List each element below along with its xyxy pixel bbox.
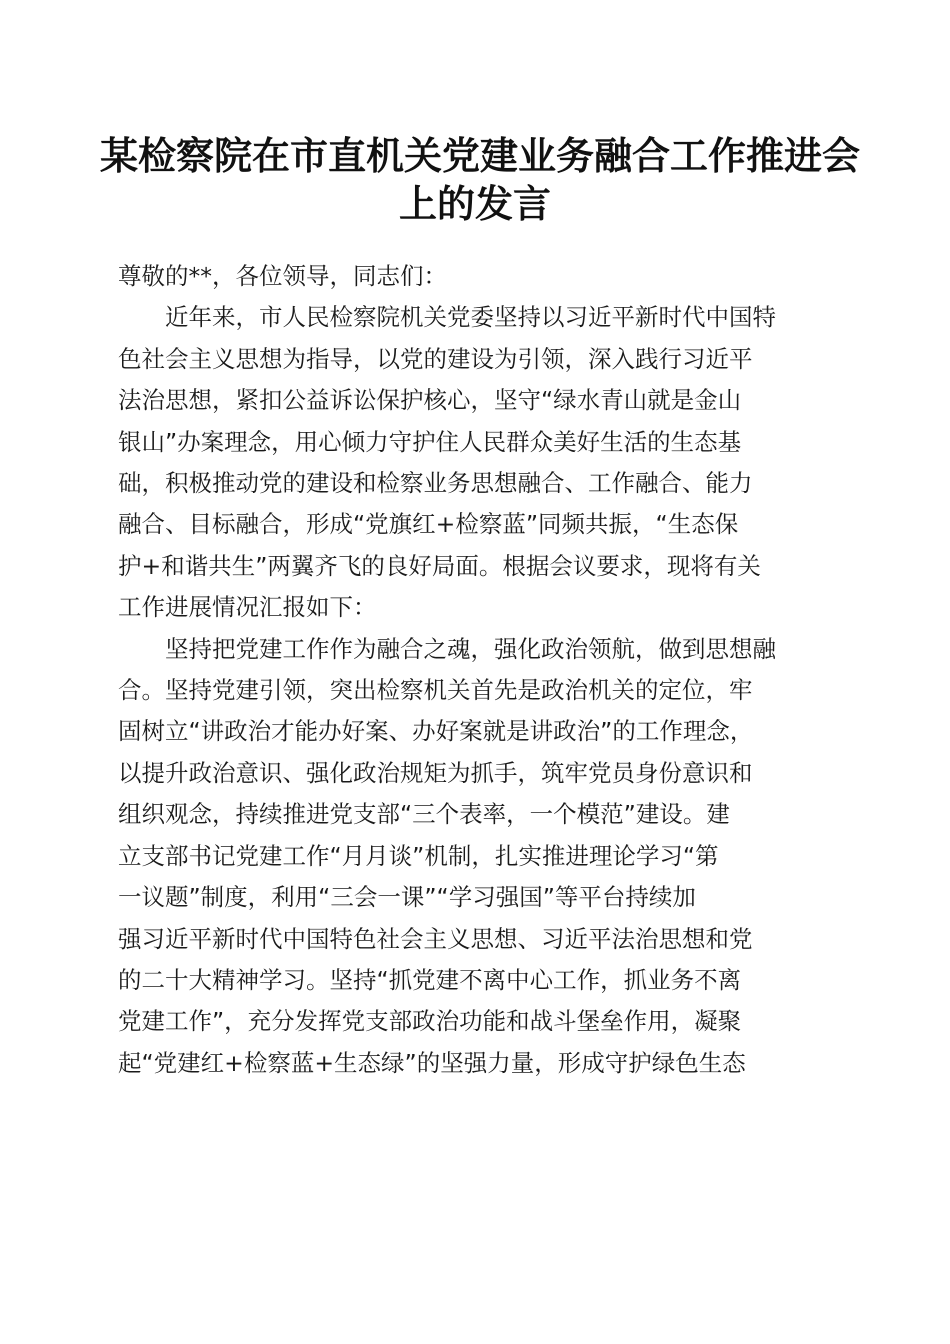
title-line-1: 某检察院在市直机关党建业务融合工作推进会 xyxy=(100,133,861,178)
paragraph-line: 以提升政治意识、强化政治规矩为抓手，筑牢党员身份意识和 xyxy=(118,758,753,787)
paragraph-line: 坚持把党建工作作为融合之魂，强化政治领航，做到思想融 xyxy=(165,634,776,663)
paragraph-line: 法治思想，紧扣公益诉讼保护核心，坚守“绿水青山就是金山 xyxy=(118,386,742,415)
paragraph-line: 色社会主义思想为指导，以党的建设为引领，深入践行习近平 xyxy=(118,344,753,373)
paragraph-line: 强习近平新时代中国特色社会主义思想、习近平法治思想和党 xyxy=(118,924,753,953)
paragraph-line: 组织观念，持续推进党支部“三个表率，一个模范”建设。建 xyxy=(118,800,730,829)
document-body xyxy=(118,256,832,1084)
paragraph-2 xyxy=(118,629,832,1084)
document-title xyxy=(100,132,861,228)
paragraph-line: 起“党建红+检察蓝+生态绿”的坚强力量，形成守护绿色生态 xyxy=(118,1048,746,1077)
paragraph-line: 一议题”制度，利用“三会一课”“学习强国”等平台持续加 xyxy=(118,883,696,912)
salutation: 尊敬的**，各位领导，同志们： xyxy=(118,262,447,290)
paragraph-line: 党建工作”，充分发挥党支部政治功能和战斗堡垒作用，凝聚 xyxy=(118,1007,742,1036)
paragraph-line: 础，积极推动党的建设和检察业务思想融合、工作融合、能力 xyxy=(118,469,753,498)
paragraph-line: 近年来，市人民检察院机关党委坚持以习近平新时代中国特 xyxy=(165,303,776,332)
paragraph-line: 立支部书记党建工作“月月谈”机制，扎实推进理论学习“第 xyxy=(118,841,719,870)
paragraph-line: 融合、目标融合，形成“党旗红+检察蓝”同频共振，“生态保 xyxy=(118,510,739,539)
paragraph-1 xyxy=(118,297,832,628)
paragraph-line: 固树立“讲政治才能办好案、办好案就是讲政治”的工作理念， xyxy=(118,717,754,746)
paragraph-line: 工作进展情况汇报如下： xyxy=(118,593,377,622)
paragraph-line: 合。坚持党建引领，突出检察机关首先是政治机关的定位，牢 xyxy=(118,676,753,705)
title-line-2: 上的发言 xyxy=(398,181,551,226)
paragraph-line: 护+和谐共生”两翼齐飞的良好局面。根据会议要求，现将有关 xyxy=(118,551,761,580)
paragraph-line: 的二十大精神学习。坚持“抓党建不离中心工作，抓业务不离 xyxy=(118,965,742,994)
paragraph-line: 银山”办案理念，用心倾力守护住人民群众美好生活的生态基 xyxy=(118,427,742,456)
